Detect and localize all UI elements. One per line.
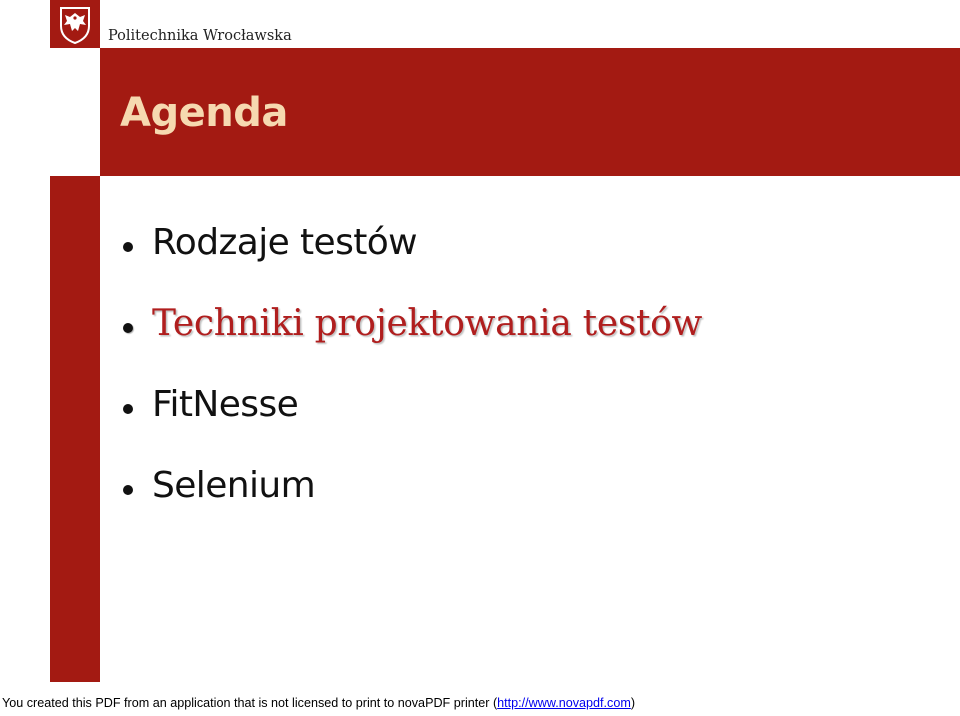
agenda-item-text-highlighted: Techniki projektowania testów bbox=[152, 303, 703, 344]
left-accent-strip bbox=[50, 176, 100, 682]
bullet-dot-icon bbox=[123, 323, 133, 333]
slide-title: Agenda bbox=[120, 90, 288, 136]
license-notice-close: ) bbox=[630, 696, 636, 710]
eagle-crest-icon bbox=[58, 4, 92, 44]
novapdf-link[interactable]: http://www.novapdf.com bbox=[497, 696, 631, 710]
university-logo bbox=[50, 0, 100, 48]
license-notice-text: You created this PDF from an application that is not licensed to print to novaPDF printer ( bbox=[2, 696, 498, 710]
agenda-item-text: Rodzaje testów bbox=[152, 222, 418, 263]
bullet-dot-icon bbox=[123, 404, 133, 414]
bullet-dot-icon bbox=[123, 242, 133, 252]
license-notice bbox=[2, 696, 635, 710]
title-bar bbox=[100, 48, 960, 176]
bullet-dot-icon bbox=[123, 485, 133, 495]
org-name: Politechnika Wrocławska bbox=[108, 28, 292, 44]
agenda-item-text: Selenium bbox=[152, 465, 316, 506]
agenda-item-text: FitNesse bbox=[152, 384, 299, 425]
